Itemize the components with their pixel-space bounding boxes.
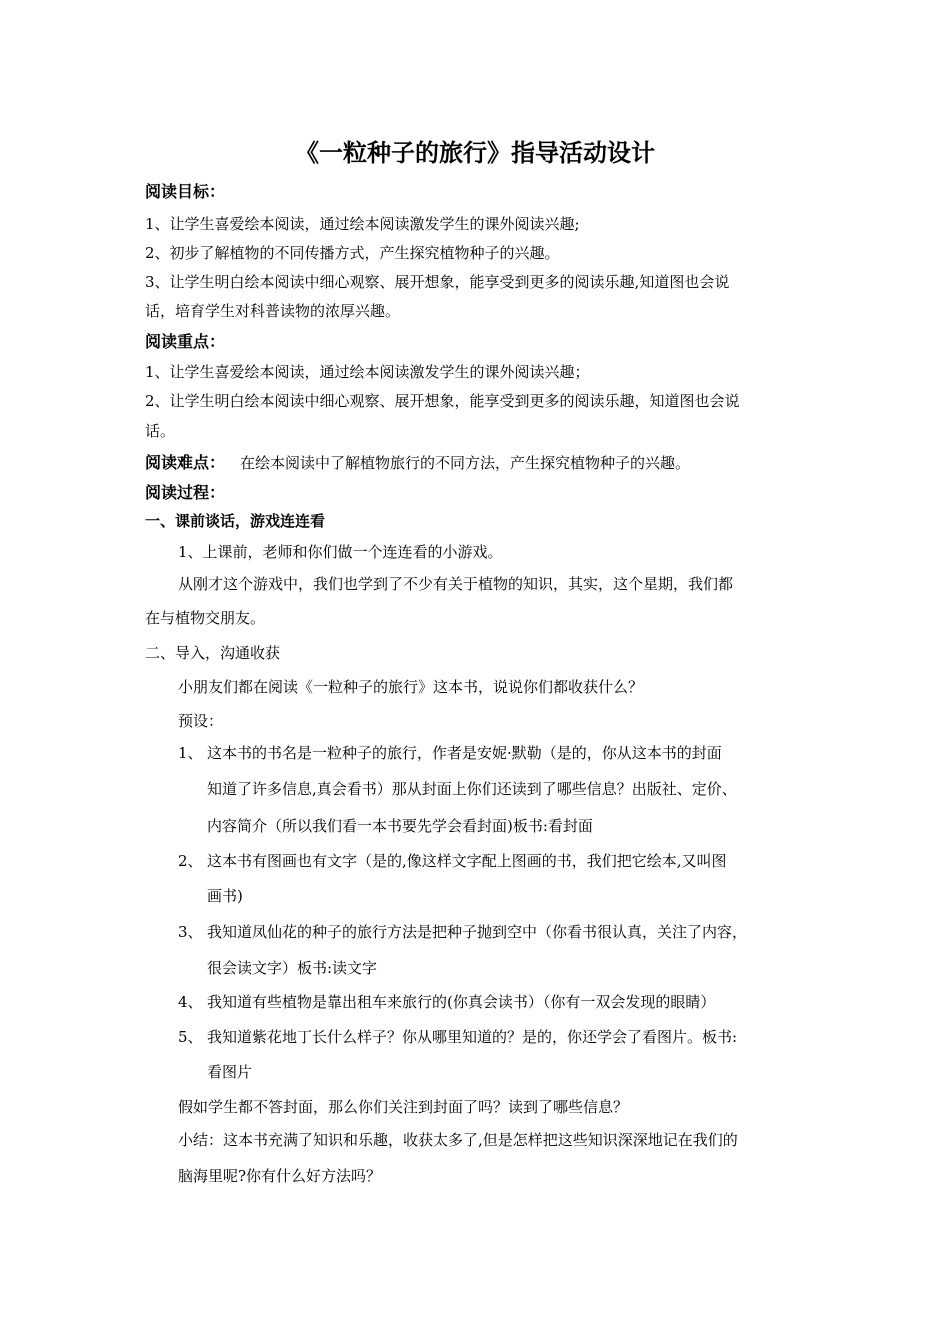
section2-heading: 二、导入，沟通收获	[145, 644, 281, 662]
section2-preset: 预设：	[178, 712, 224, 730]
goal-item: 1、让学生喜爱绘本阅读，通过绘本阅读激发学生的课外阅读兴趣;	[145, 215, 580, 233]
section1-line: 从刚才这个游戏中，我们也学到了不少有关于植物的知识，其实，这个星期，我们都	[178, 575, 734, 593]
preset-item-line: 知道了许多信息,真会看书）那从封面上你们还读到了哪些信息？出版社、定价、	[207, 780, 737, 798]
difficulty-text: 在绘本阅读中了解植物旅行的不同方法，产生探究植物种子的兴趣。	[240, 454, 691, 472]
preset-item-line: 很会读文字）板书:读文字	[207, 959, 378, 977]
process-heading: 阅读过程：	[145, 483, 226, 502]
goal-item: 话，培育学生对科普读物的浓厚兴趣。	[145, 302, 401, 320]
preset-item-number: 3、	[178, 923, 203, 941]
preset-item-line: 我知道有些植物是靠出租车来旅行的(你真会读书）（你有一双会发现的眼睛）	[207, 993, 716, 1011]
keypoints-heading: 阅读重点：	[145, 332, 226, 351]
difficulty-heading: 阅读难点：	[145, 453, 226, 472]
preset-item-number: 4、	[178, 993, 203, 1011]
preset-item-line: 这本书的书名是一粒种子的旅行，作者是安妮·默勒（是的，你从这本书的封面	[207, 744, 722, 762]
preset-item-number: 2、	[178, 852, 203, 870]
preset-item-line: 看图片	[207, 1063, 253, 1081]
section1-line: 在与植物交朋友。	[145, 609, 266, 627]
document-title: 《一粒种子的旅行》指导活动设计	[295, 139, 655, 167]
goal-item: 2、初步了解植物的不同传播方式，产生探究植物种子的兴趣。	[145, 244, 560, 262]
section2-intro: 小朋友们都在阅读《一粒种子的旅行》这本书，说说你们都收获什么？	[178, 678, 644, 696]
section2-after-line: 脑海里呢?你有什么好方法吗？	[178, 1167, 382, 1185]
keypoint-item: 1、让学生喜爱绘本阅读，通过绘本阅读激发学生的课外阅读兴趣；	[145, 363, 590, 381]
preset-item-line: 我知道紫花地丁长什么样子？你从哪里知道的？是的，你还学会了看图片。板书:	[207, 1028, 738, 1046]
preset-item-line: 内容简介（所以我们看一本书要先学会看封面)板书:看封面	[207, 817, 593, 835]
section1-line: 1、上课前，老师和你们做一个连连看的小游戏。	[178, 543, 503, 561]
preset-item-line: 画书)	[207, 887, 243, 905]
preset-item-number: 5、	[178, 1028, 203, 1046]
keypoint-item: 话。	[145, 422, 176, 440]
section2-after-line: 假如学生都不答封面，那么你们关注到封面了吗？读到了哪些信息？	[178, 1098, 629, 1116]
preset-item-line: 我知道凤仙花的种子的旅行方法是把种子抛到空中（你看书很认真，关注了内容，	[207, 923, 748, 941]
preset-item-line: 这本书有图画也有文字（是的,像这样文字配上图画的书，我们把它绘本,又叫图	[207, 852, 727, 870]
section2-after-line: 小结：这本书充满了知识和乐趣，收获太多了,但是怎样把这些知识深深地记在我们的	[178, 1131, 738, 1149]
keypoint-item: 2、让学生明白绘本阅读中细心观察、展开想象，能享受到更多的阅读乐趣，知道图也会说	[145, 392, 740, 410]
goal-item: 3、让学生明白绘本阅读中细心观察、展开想象，能享受到更多的阅读乐趣,知道图也会说	[145, 273, 730, 291]
preset-item-number: 1、	[178, 744, 203, 762]
goals-heading: 阅读目标：	[145, 182, 226, 201]
section1-heading: 一、课前谈话，游戏连连看	[145, 512, 326, 530]
